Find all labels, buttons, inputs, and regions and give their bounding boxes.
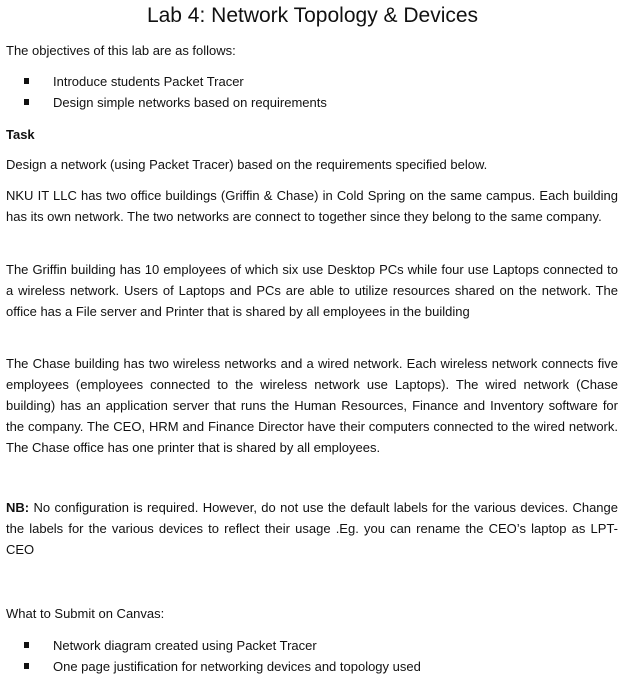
bullet-icon [24, 663, 29, 669]
page-title: Lab 4: Network Topology & Devices [146, 4, 479, 27]
paragraph-chase: The Chase building has two wireless networks and a wired network. Each wireless network connects five employees (employees connected to the wireless network use Laptops). The wired network (Chase building) has an application server that runs the Human Resources, Finance and Inventory software for the company. The CEO, HRM and Finance Director have their computers connected to the wired network. The Chase office has one printer that is shared by all employees. [6, 356, 618, 455]
bullet-icon [24, 99, 29, 105]
task-heading: Task [6, 127, 35, 142]
objectives-list [24, 71, 327, 113]
bullet-icon [24, 78, 29, 84]
list-item-text: Design simple networks based on requirements [53, 95, 327, 110]
list-item-text: Network diagram created using Packet Tracer [53, 638, 317, 653]
list-item-text: One page justification for networking devices and topology used [53, 659, 421, 674]
task-instruction: Design a network (using Packet Tracer) based on the requirements specified below. [6, 157, 488, 172]
paragraph-griffin: The Griffin building has 10 employees of which six use Desktop PCs while four use Laptops connected to a wireless network. Users of Laptops and PCs are able to utilize resources shared on the network. The office has a File server and Printer that is shared by all employees in the building [6, 262, 618, 319]
list-item-text: Introduce students Packet Tracer [53, 74, 244, 89]
note-text: No configuration is required. However, do not use the default labels for the various devices. Change the labels for the various devices to reflect their usage .Eg. you can rename the CEO’s laptop as LPT- CEO [6, 500, 618, 557]
note-label: NB: [6, 500, 30, 515]
submit-intro: What to Submit on Canvas: [6, 606, 165, 621]
bullet-icon [24, 642, 29, 648]
list-item [24, 656, 421, 677]
submit-list [24, 635, 421, 677]
list-item [24, 92, 327, 113]
note-paragraph [6, 497, 618, 560]
list-item [24, 635, 421, 656]
objectives-intro: The objectives of this lab are as follows: [6, 43, 236, 58]
list-item [24, 71, 327, 92]
paragraph-company: NKU IT LLC has two office buildings (Griffin & Chase) in Cold Spring on the same campus. Each building has its own network. The two networks are connect to together since they belong to the same company. [6, 188, 618, 224]
